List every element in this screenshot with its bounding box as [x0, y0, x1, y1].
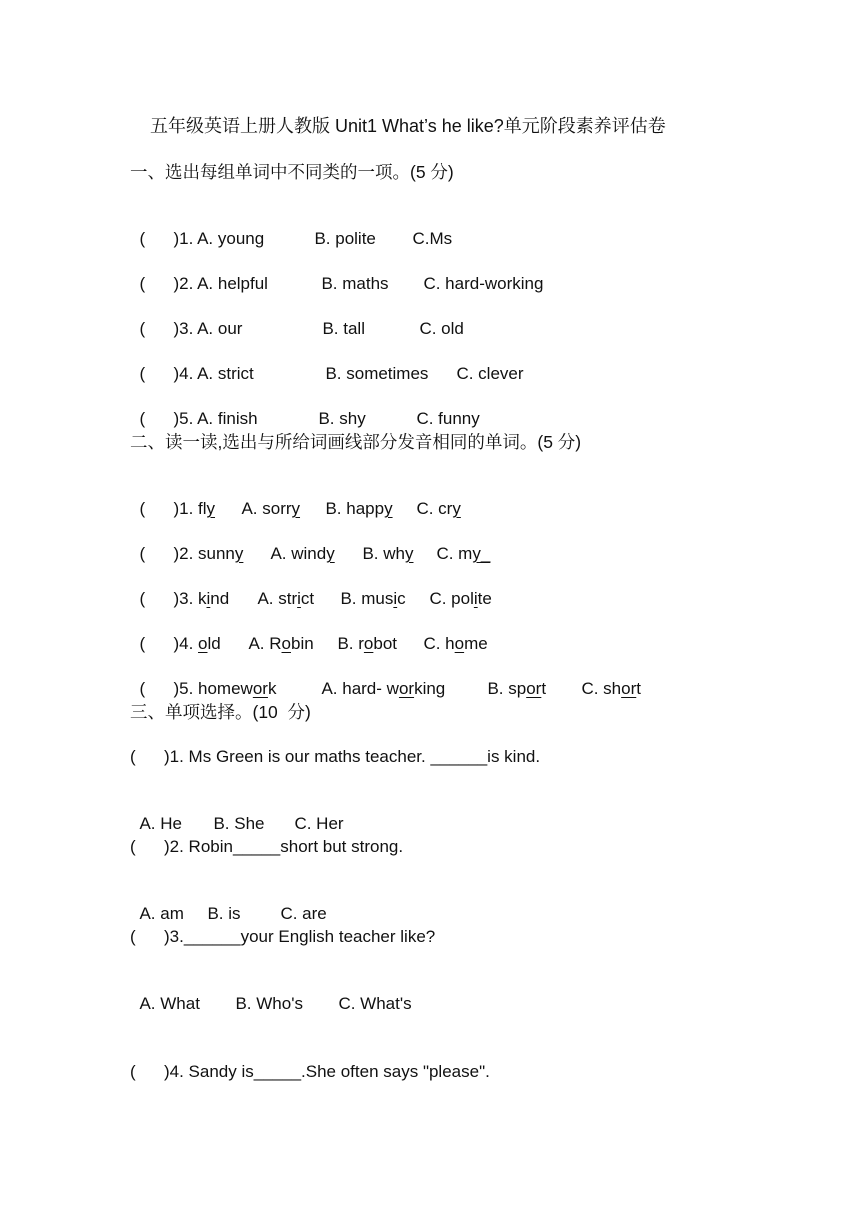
word-text: C. sh — [581, 679, 622, 698]
underlined-letters: y — [291, 499, 301, 518]
word-text: ( )1. fl — [139, 499, 207, 518]
option-b: B. maths — [321, 274, 389, 293]
word-text: A. wind — [270, 544, 327, 563]
sec1-question-4 — [130, 341, 524, 385]
option-a — [248, 633, 337, 655]
word-text: A. hard- w — [321, 679, 399, 698]
word-text: B. r — [337, 634, 364, 653]
section-3-heading: 三、单项选择。(10 分) — [130, 702, 311, 722]
option-c — [436, 543, 490, 565]
word-text: B. happ — [325, 499, 385, 518]
word-text: C. h — [423, 634, 455, 653]
option-a: ( )2. A. helpful — [139, 274, 268, 293]
option-a — [270, 543, 362, 565]
sec2-question-5 — [130, 656, 641, 700]
underlined-letters: i — [473, 589, 478, 608]
word-text: bin — [290, 634, 314, 653]
option-b — [340, 588, 429, 610]
option-c: C. are — [280, 904, 327, 923]
underlined-letters: y — [326, 544, 335, 563]
underlined-letters: o — [363, 634, 374, 653]
option-a: ( )4. A. strict — [139, 364, 254, 383]
word-text: C. m — [436, 544, 473, 563]
underlined-letters: or — [252, 679, 268, 698]
option-a — [241, 498, 325, 520]
given-word — [139, 543, 270, 565]
underlined-letters: i — [393, 589, 398, 608]
option-a — [257, 588, 340, 610]
word-text: C. cr — [416, 499, 453, 518]
option-b — [362, 543, 436, 565]
option-a: ( )1. A. young — [139, 229, 265, 248]
underlined-letters: i — [206, 589, 211, 608]
sec3-question-3: ( )3.______your English teacher like? — [130, 927, 436, 946]
sec3-question-1: ( )1. Ms Green is our maths teacher. ______is kind. — [130, 747, 541, 766]
word-text: te — [477, 589, 492, 608]
word-text: ( )4. — [139, 634, 199, 653]
option-c — [429, 588, 491, 610]
option-a: ( )3. A. our — [139, 319, 243, 338]
option-a: A. He — [139, 814, 182, 833]
option-b: B. is — [207, 904, 241, 923]
option-b: B. shy — [318, 409, 366, 428]
underlined-letters: y — [234, 544, 244, 563]
sec1-question-2 — [130, 251, 543, 295]
option-c: C. hard-working — [423, 274, 544, 293]
option-c: C. old — [419, 319, 464, 338]
underlined-letters: i — [297, 589, 301, 608]
word-text: B. mus — [340, 589, 394, 608]
word-text: me — [464, 634, 488, 653]
word-text: bot — [373, 634, 398, 653]
word-text: king — [414, 679, 446, 698]
section-2-heading: 二、读一读,选出与所给词画线部分发音相同的单词。(5 分) — [130, 432, 582, 452]
word-text: C. pol — [429, 589, 474, 608]
word-text: ( )3. k — [139, 589, 207, 608]
option-c: C. Her — [294, 814, 344, 833]
underlined-letters: y — [452, 499, 461, 518]
option-b — [337, 633, 423, 655]
sec1-question-3 — [130, 296, 464, 340]
given-word — [139, 498, 241, 520]
sec2-question-4 — [130, 611, 488, 655]
word-text: ( )5. homew — [139, 679, 253, 698]
underlined-letters: or — [526, 679, 542, 698]
word-text: A. R — [248, 634, 282, 653]
option-b: B. polite — [314, 229, 376, 248]
underlined-letters: o — [281, 634, 291, 653]
option-b — [325, 498, 416, 520]
word-text: A. sorr — [241, 499, 292, 518]
underlined-letters: or — [398, 679, 415, 698]
word-text: c — [397, 589, 406, 608]
given-word — [139, 588, 257, 610]
section-1-heading: 一、选出每组单词中不同类的一项。(5 分) — [130, 162, 454, 182]
word-text: ( )2. sunn — [139, 544, 235, 563]
word-text: t — [636, 679, 641, 698]
sec3-question-4: ( )4. Sandy is_____.She often says "please". — [130, 1062, 490, 1081]
word-text: k — [267, 679, 277, 698]
word-text: B. sp — [487, 679, 527, 698]
option-b: B. sometimes — [325, 364, 429, 383]
word-text: nd — [210, 589, 230, 608]
given-word — [139, 633, 248, 655]
option-b: B. She — [213, 814, 265, 833]
sec2-question-3 — [130, 566, 492, 610]
option-a: A. am — [139, 904, 184, 923]
underlined-letters: y — [404, 544, 414, 563]
sec3-question-3-options — [130, 971, 412, 1015]
option-c — [423, 633, 487, 655]
word-text: ct — [300, 589, 315, 608]
option-c: C. clever — [456, 364, 524, 383]
option-c: C. What's — [338, 994, 412, 1013]
option-c — [416, 498, 460, 520]
word-text: t — [541, 679, 547, 698]
option-c: C. funny — [416, 409, 480, 428]
option-a: ( )5. A. finish — [139, 409, 258, 428]
sec2-question-2 — [130, 521, 490, 565]
word-text: B. wh — [362, 544, 405, 563]
sec2-question-1 — [130, 476, 461, 520]
option-c — [581, 678, 641, 700]
sec1-question-5 — [130, 386, 480, 430]
option-b — [487, 678, 581, 700]
sec3-question-2: ( )2. Robin_____short but strong. — [130, 837, 404, 856]
underlined-letters: y_ — [472, 544, 491, 563]
sec3-question-1-options — [130, 791, 344, 835]
underlined-letters: y — [384, 499, 393, 518]
sec3-question-2-options — [130, 881, 327, 925]
word-text: A. str — [257, 589, 298, 608]
given-word — [139, 678, 321, 700]
option-c: C.Ms — [412, 229, 453, 248]
underlined-letters: o — [454, 634, 465, 653]
option-b: B. Who's — [235, 994, 303, 1013]
option-b: B. tall — [322, 319, 365, 338]
page-title: 五年级英语上册人教版 Unit1 What’s he like?单元阶段素养评估卷 — [150, 116, 666, 136]
option-a: A. What — [139, 994, 200, 1013]
sec1-question-1 — [130, 206, 452, 250]
underlined-letters: y — [206, 499, 216, 518]
underlined-letters: or — [621, 679, 637, 698]
underlined-letters: o — [198, 634, 208, 653]
option-a — [321, 678, 487, 700]
word-text: ld — [207, 634, 221, 653]
